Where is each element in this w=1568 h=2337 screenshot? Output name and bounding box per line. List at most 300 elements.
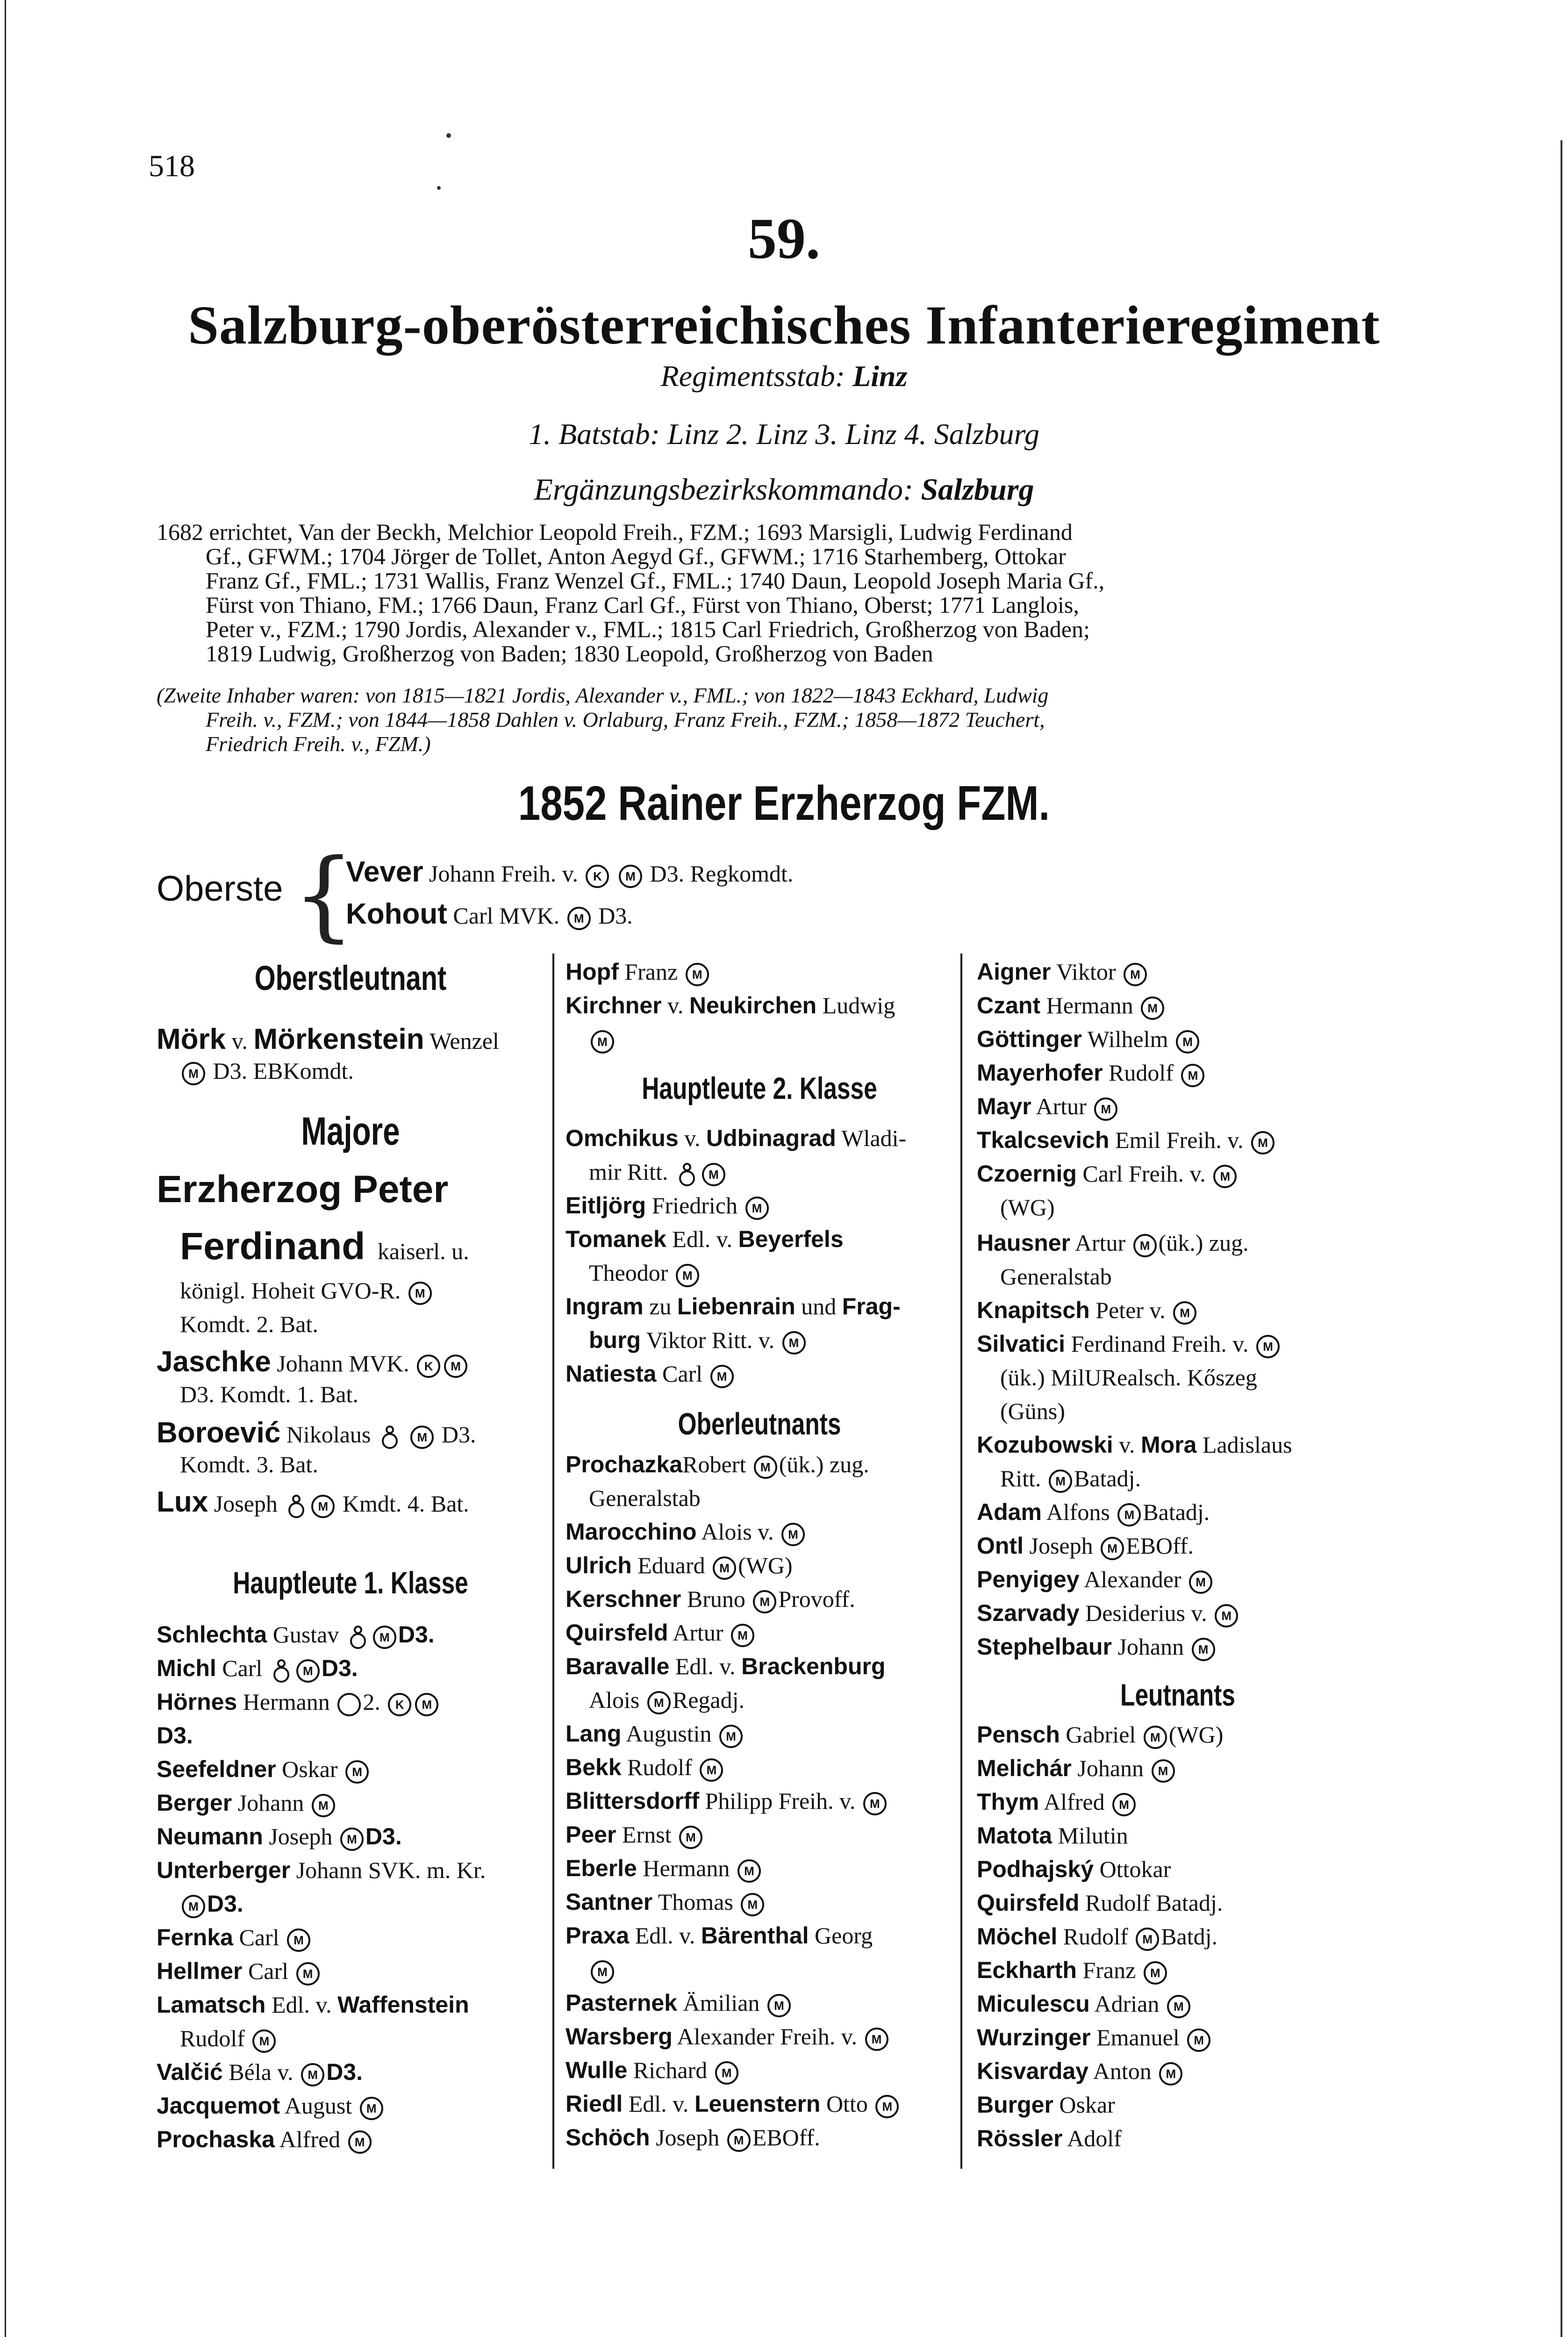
officer-name: Michl xyxy=(157,1655,216,1681)
officer-detail: Milutin xyxy=(1052,1822,1128,1849)
officer-entry xyxy=(566,1787,888,1815)
officer-detail: Alois xyxy=(589,1687,640,1713)
M-decoration-icon: M xyxy=(410,1426,434,1449)
officer-detail: Oskar xyxy=(1053,2092,1115,2118)
officer-detail: Wilhelm xyxy=(1081,1026,1168,1052)
officer-entry xyxy=(977,1788,1138,1816)
officer-name: Göttinger xyxy=(977,1026,1082,1052)
officer-name: Lamatsch xyxy=(157,1992,266,2018)
officer-detail-line xyxy=(1000,1465,1141,1493)
officer-name: Pasternek xyxy=(566,1990,678,2016)
officer-detail: Ernst xyxy=(616,1821,672,1848)
M-decoration-icon: M xyxy=(1159,2062,1182,2086)
officer-detail: Adrian xyxy=(1089,1991,1160,2017)
M-decoration-icon: M xyxy=(1213,1165,1237,1188)
column-2 xyxy=(566,0,953,2337)
officer-detail: v. xyxy=(661,992,689,1018)
M-decoration-icon: M xyxy=(686,963,709,986)
officer-detail: Franz xyxy=(1076,1957,1136,1983)
officer-entry xyxy=(977,2057,1184,2086)
brace-icon: { xyxy=(293,838,355,952)
officer-name: Schöch xyxy=(566,2124,650,2151)
officer-name: Czant xyxy=(977,992,1041,1018)
hauptleute-1-heading: Hauptleute 1. Klasse xyxy=(233,1565,468,1600)
empty-circle-icon xyxy=(337,1693,361,1716)
officer-name: Leuenstern xyxy=(694,2091,821,2117)
officer-entry xyxy=(566,2090,901,2118)
officer-name: Ferdinand xyxy=(180,1225,365,1268)
officer-detail: Joseph xyxy=(263,1823,333,1850)
officer-entry xyxy=(157,1655,358,1684)
officer-detail: Hermann xyxy=(637,1855,730,1881)
M-decoration-icon: M xyxy=(1181,1064,1204,1087)
M-decoration-icon: M xyxy=(713,1556,736,1580)
officer-name: Ulrich xyxy=(566,1552,632,1578)
M-decoration-icon: M xyxy=(1256,1335,1280,1358)
M-decoration-icon: M xyxy=(679,1826,702,1849)
officer-detail: D3. xyxy=(157,1722,193,1749)
officer-entry xyxy=(566,2057,740,2085)
M-decoration-icon: M xyxy=(1136,1928,1159,1951)
officer-detail: Philipp Freih. v. xyxy=(699,1788,856,1814)
officer-name: Bärenthal xyxy=(701,1922,809,1949)
officer-entry xyxy=(566,1989,793,2017)
officer-detail: D3. xyxy=(441,1421,476,1448)
history-line: 1682 errichtet, Van der Beckh, Melchior Leopold Freih., FZM.; 1693 Marsigli, Ludwig Ferdinand xyxy=(157,519,1073,545)
officer-detail: v. xyxy=(1113,1432,1141,1458)
officer-detail: Rudolf xyxy=(1103,1060,1174,1086)
officer-detail: Theodor xyxy=(589,1260,668,1286)
M-decoration-icon: M xyxy=(700,1758,723,1782)
officer-detail: Alexander xyxy=(1079,1566,1181,1592)
officer-name: Kisvarday xyxy=(977,2058,1089,2084)
inhaber-line: (Zweite Inhaber waren: von 1815—1821 Jordis, Alexander v., FML.; von 1822—1843 Eckhard, Ludwig xyxy=(157,683,1049,707)
officer-detail: Bruno xyxy=(681,1586,745,1612)
officer-detail: Artur xyxy=(668,1620,723,1646)
column-rule xyxy=(960,953,962,2169)
oberleutnants-heading: Oberleutnants xyxy=(678,1406,841,1441)
officer-name: Marocchino xyxy=(566,1519,697,1545)
M-decoration-icon: M xyxy=(745,1197,769,1220)
officer-detail: Adolf xyxy=(1062,2125,1122,2151)
officer-name: Warsberg xyxy=(566,2023,673,2050)
M-decoration-icon: M xyxy=(311,1495,335,1518)
M-decoration-icon: M xyxy=(182,1062,205,1085)
M-decoration-icon: M xyxy=(1112,1793,1136,1816)
officer-name: Udbinagrad xyxy=(706,1125,836,1151)
officer-name: Mörk xyxy=(157,1023,226,1055)
officer-detail: v. xyxy=(226,1028,254,1054)
oberste-label: Oberste xyxy=(157,869,283,909)
officer-name: Wulle xyxy=(566,2057,628,2083)
M-decoration-icon: M xyxy=(287,1928,310,1952)
officer-detail-tail: Batadj. xyxy=(1074,1465,1141,1491)
officer-detail: Emil Freih. v. xyxy=(1109,1127,1244,1153)
officer-detail: Augustin xyxy=(621,1720,712,1747)
officer-detail: Johann MVK. xyxy=(277,1350,409,1376)
officer-detail: Rudolf xyxy=(621,1754,692,1780)
officer-detail: zu xyxy=(643,1293,677,1319)
officer-name: Berger xyxy=(157,1790,232,1816)
officer-name: Omchikus xyxy=(566,1125,679,1151)
officer-entry xyxy=(566,1619,756,1647)
officer-name: Eitljörg xyxy=(566,1192,646,1219)
regiment-title: Salzburg-oberösterreichisches Infanterieregiment xyxy=(188,294,1380,356)
M-decoration-icon: M xyxy=(360,2097,383,2120)
officer-detail: Edl. v. xyxy=(265,1992,338,2018)
officer-entry xyxy=(977,1990,1192,2018)
M-decoration-icon: M xyxy=(1173,1301,1196,1325)
officer-detail: Carl xyxy=(216,1655,263,1681)
officer-detail: Alexander Freih. v. xyxy=(672,2023,858,2050)
M-decoration-icon: M xyxy=(715,2061,738,2085)
officer-name: Tomanek xyxy=(566,1226,666,1252)
officer-name: Penyigey xyxy=(977,1566,1080,1592)
officer-detail-line xyxy=(180,1890,243,1918)
officer-name: Wurzinger xyxy=(977,2024,1091,2050)
officer-entry xyxy=(566,1585,855,1613)
officer-entry xyxy=(157,2092,385,2120)
officer-name: Prochaska xyxy=(157,2126,275,2152)
officer-entry xyxy=(566,1293,901,1320)
officer-detail-tail: (WG) xyxy=(1168,1721,1224,1748)
officer-detail: Hermann xyxy=(237,1689,330,1715)
page-edge-right xyxy=(1561,140,1562,2337)
officer-name: Lux xyxy=(157,1486,208,1518)
officer-name: Waffenstein xyxy=(337,1992,469,2018)
M-decoration-icon: M xyxy=(373,1626,396,1649)
officer-detail: Edl. v. xyxy=(666,1226,738,1252)
M-decoration-icon: M xyxy=(1124,963,1147,986)
officer-detail: Johann xyxy=(1111,1634,1184,1660)
officer-entry xyxy=(566,1888,766,1916)
officer-name: Pensch xyxy=(977,1721,1060,1748)
officer-entry xyxy=(566,1821,704,1849)
column-rule xyxy=(552,953,554,2169)
officer-entry xyxy=(977,1532,1194,1560)
M-decoration-icon: M xyxy=(1167,1995,1190,2018)
officer-detail: Wenzel xyxy=(424,1028,499,1054)
officer-name: Praxa xyxy=(566,1922,630,1949)
officer-name: Matota xyxy=(977,1822,1052,1849)
M-decoration-icon: M xyxy=(731,1624,754,1647)
officer-name: Eberle xyxy=(566,1855,637,1881)
officer-detail: Gustav xyxy=(267,1621,339,1648)
officer-entry xyxy=(977,1923,1217,1951)
officer-name: Knapitsch xyxy=(977,1297,1090,1323)
officer-name: Kirchner xyxy=(566,992,662,1018)
officer-name: Ontl xyxy=(977,1533,1024,1559)
M-decoration-icon: M xyxy=(1251,1131,1274,1154)
M-decoration-icon: M xyxy=(865,2028,888,2051)
leutnants-heading: Leutnants xyxy=(1120,1677,1235,1712)
officer-detail: Otto xyxy=(820,2091,868,2117)
officer-detail: Ludwig xyxy=(816,992,895,1018)
oberst-name: Vever xyxy=(346,856,423,888)
proprietor-heading: 1852 Rainer Erzherzog FZM. xyxy=(518,776,1050,831)
officer-entry xyxy=(977,1755,1177,1783)
officer-detail: Joseph xyxy=(650,2124,720,2151)
officer-name: Quirsfeld xyxy=(977,1890,1080,1916)
officer-detail: Ladislaus xyxy=(1196,1432,1292,1458)
M-decoration-icon: M xyxy=(340,1828,364,1851)
M-decoration-icon: M xyxy=(1187,2029,1210,2052)
officer-name: Möchel xyxy=(977,1923,1058,1950)
officer-entry xyxy=(566,958,711,986)
officer-detail-tail: EBOff. xyxy=(1126,1533,1194,1559)
officer-detail-tail: Regadj. xyxy=(672,1687,745,1713)
officer-detail: Joseph xyxy=(1023,1533,1093,1559)
officer-entry xyxy=(157,1957,322,1986)
M-decoration-icon: M xyxy=(753,1590,776,1613)
officer-detail-line xyxy=(589,1259,701,1287)
M-decoration-icon: M xyxy=(1144,1726,1167,1749)
officer-detail-line xyxy=(180,2025,278,2053)
M-decoration-icon: M xyxy=(676,1264,699,1287)
officer-detail: Richard xyxy=(627,2057,708,2083)
officer-entry xyxy=(566,1922,873,1949)
cross-medal-icon xyxy=(347,1624,369,1650)
officer-entry xyxy=(566,1754,725,1782)
officer-entry xyxy=(157,1924,312,1952)
officer-detail-tail: D3. xyxy=(326,2059,363,2085)
officer-detail: Rudolf xyxy=(1057,1923,1128,1950)
officer-detail: kaiserl. u. xyxy=(377,1238,469,1264)
M-decoration-icon: M xyxy=(754,1455,777,1479)
officer-entry xyxy=(977,1025,1201,1054)
oberst-detail: Carl MVK. xyxy=(453,903,560,929)
cross-medal-icon xyxy=(270,1658,293,1684)
officer-detail: D3. Komdt. 1. Bat. xyxy=(180,1381,358,1407)
officer-entry xyxy=(977,1957,1169,1985)
officer-detail: Viktor xyxy=(1051,959,1116,985)
officer-name: Tkalcsevich xyxy=(977,1127,1110,1153)
officer-entry xyxy=(157,1991,469,2018)
M-decoration-icon: M xyxy=(252,2029,276,2053)
officer-detail: Kmdt. 4. Bat. xyxy=(342,1491,469,1517)
officer-detail-tail: D3. xyxy=(321,1655,358,1681)
M-decoration-icon: M xyxy=(710,1365,734,1388)
M-decoration-icon: M xyxy=(719,1725,743,1748)
officer-detail: Hermann xyxy=(1040,992,1133,1018)
officer-entry xyxy=(566,1125,906,1152)
officer-entry xyxy=(566,1451,869,1479)
officer-detail: königl. Hoheit GVO-R. xyxy=(180,1277,401,1304)
majore-heading: Majore xyxy=(301,1109,400,1153)
officer-name: Boroević xyxy=(157,1417,281,1449)
officer-entry xyxy=(977,1498,1210,1527)
regimentsstab-place: Linz xyxy=(852,359,908,393)
history-line: Gf., GFWM.; 1704 Jörger de Tollet, Anton Aegyd Gf., GFWM.; 1716 Starhemberg, Ottokar xyxy=(206,543,1066,569)
officer-entry xyxy=(157,1621,435,1650)
M-decoration-icon: M xyxy=(296,1962,320,1986)
officer-entry xyxy=(157,1023,499,1056)
officer-detail: Johann xyxy=(1071,1755,1144,1781)
officer-entry xyxy=(977,1856,1171,1883)
officer-name: Schlechta xyxy=(157,1621,267,1648)
M-decoration-icon: M xyxy=(1094,1097,1117,1121)
officer-detail: D3. EBKomdt. xyxy=(213,1058,354,1084)
officer-entry xyxy=(977,2024,1212,2052)
officer-detail-tail: 2. xyxy=(363,1689,380,1715)
M-decoration-icon: M xyxy=(1215,1604,1238,1627)
officer-detail: Edl. v. xyxy=(623,2091,695,2117)
officer-name: Miculescu xyxy=(977,1991,1090,2017)
officer-detail: Alfred xyxy=(274,2126,341,2152)
officer-detail: Artur xyxy=(1031,1093,1087,1119)
officer-entry xyxy=(157,2126,373,2154)
oberst-detail-tail: D3. Regkomdt. xyxy=(650,860,794,887)
M-decoration-icon: M xyxy=(296,1659,320,1683)
officer-detail: D3. xyxy=(207,1891,243,1917)
M-decoration-icon: M xyxy=(408,1282,432,1305)
officer-entry xyxy=(157,1857,486,1884)
K-decoration-icon: K xyxy=(586,865,609,888)
officer-detail: v. xyxy=(678,1125,707,1151)
officer-entry xyxy=(977,1889,1223,1916)
officer-name: Kozubowski xyxy=(977,1432,1113,1458)
officer-name: Mayerhofer xyxy=(977,1060,1103,1086)
M-decoration-icon: M xyxy=(737,1859,761,1883)
officer-detail: Thomas xyxy=(652,1889,733,1915)
officer-entry xyxy=(977,1599,1240,1627)
officer-entry xyxy=(566,992,895,1019)
oberst-detail-tail: D3. xyxy=(598,903,633,929)
officer-name: Czoernig xyxy=(977,1161,1077,1187)
column-3 xyxy=(977,0,1379,2337)
M-decoration-icon: M xyxy=(1176,1030,1199,1054)
officer-detail: Ferdinand Freih. v. xyxy=(1065,1331,1249,1357)
M-decoration-icon: M xyxy=(1144,1961,1167,1985)
officer-name: burg xyxy=(589,1327,641,1353)
officer-entry xyxy=(157,2058,363,2086)
officer-name: Kerschner xyxy=(566,1586,681,1612)
officer-detail: Carl xyxy=(656,1361,703,1387)
K-decoration-icon: K xyxy=(388,1693,411,1716)
officer-entry xyxy=(157,1823,402,1851)
erganzung-label: Ergänzungsbezirkskommando: xyxy=(534,473,913,507)
officer-entry xyxy=(157,1688,440,1716)
officer-detail: Wladi- xyxy=(836,1125,907,1151)
regimentsstab-label: Regimentsstab: xyxy=(660,359,845,393)
erganzung-place: Salzburg xyxy=(921,473,1034,507)
officer-entry xyxy=(157,1416,476,1450)
officer-name: Fernka xyxy=(157,1924,233,1950)
officer-detail: Viktor Ritt. v. xyxy=(641,1327,775,1353)
batstab-line: 1. Batstab: Linz 2. Linz 3. Linz 4. Salzburg xyxy=(529,417,1039,451)
officer-entry xyxy=(180,1225,469,1269)
officer-detail-tail: (ük.) zug. xyxy=(779,1451,869,1477)
officer-name: Adam xyxy=(977,1499,1042,1525)
officer-detail: Nikolaus xyxy=(286,1421,371,1448)
M-decoration-icon: M xyxy=(863,1792,887,1815)
officer-detail: Carl xyxy=(242,1958,289,1984)
officer-detail: (Güns) xyxy=(1000,1398,1065,1424)
officer-detail: mir Ritt. xyxy=(589,1159,668,1185)
officer-detail-line xyxy=(589,1686,745,1714)
officer-detail-tail: D3. xyxy=(365,1823,402,1850)
officer-name: Aigner xyxy=(977,959,1051,985)
history-line: Peter v., FZM.; 1790 Jordis, Alexander v., FML.; 1815 Carl Friedrich, Großherzog von Baden; xyxy=(206,616,1090,642)
M-decoration-icon: M xyxy=(415,1693,438,1716)
officer-detail: Friedrich xyxy=(646,1192,737,1219)
officer-detail: Emanuel xyxy=(1090,2024,1180,2050)
officer-entry xyxy=(977,2091,1115,2118)
officer-name: Stephelbaur xyxy=(977,1634,1112,1660)
officer-detail: Georg xyxy=(809,1922,873,1949)
officer-detail: Johann xyxy=(232,1790,304,1816)
officer-detail: Edl. v. xyxy=(669,1653,742,1679)
officer-detail: Rudolf Batadj. xyxy=(1079,1890,1223,1916)
officer-name: Neukirchen xyxy=(689,992,817,1018)
M-decoration-icon: M xyxy=(1141,996,1164,1020)
officer-detail-line xyxy=(180,1057,354,1085)
officer-entry xyxy=(157,1485,469,1520)
M-decoration-icon: M xyxy=(781,1523,805,1546)
officer-name: Natiesta xyxy=(566,1361,657,1387)
officer-detail-tail: (WG) xyxy=(738,1552,793,1578)
officer-detail: Artur xyxy=(1070,1230,1126,1256)
officer-entry xyxy=(977,992,1166,1020)
M-decoration-icon: M xyxy=(1101,1537,1124,1560)
officer-name: Erzherzog Peter xyxy=(157,1168,449,1211)
oberstleutnant-heading: Oberstleutnant xyxy=(254,959,447,997)
M-decoration-icon: M xyxy=(182,1895,205,1918)
history-line: Fürst von Thiano, FM.; 1766 Daun, Franz Carl Gf., Fürst von Thiano, Oberst; 1771 Langlois, xyxy=(206,592,1079,618)
officer-entry xyxy=(977,1160,1239,1188)
officer-detail: Carl xyxy=(233,1924,279,1950)
officer-entry xyxy=(566,1720,745,1748)
officer-detail-tail: EBOff. xyxy=(752,2124,820,2151)
officer-detail: (WG) xyxy=(1000,1194,1055,1220)
M-decoration-icon: M xyxy=(567,907,591,930)
officer-detail: Peter v. xyxy=(1089,1297,1166,1323)
cross-medal-icon xyxy=(676,1161,698,1188)
officer-name: Quirsfeld xyxy=(566,1620,668,1646)
officer-entry xyxy=(977,958,1149,986)
oberst-detail: Johann Freih. v. xyxy=(429,860,578,887)
officer-name: Seefeldner xyxy=(157,1756,276,1782)
officer-detail-tail: (ük.) zug. xyxy=(1158,1230,1249,1256)
history-line: 1819 Ludwig, Großherzog von Baden; 1830 Leopold, Großherzog von Baden xyxy=(206,640,933,667)
M-decoration-icon: M xyxy=(301,2063,324,2086)
M-decoration-icon: M xyxy=(702,1163,725,1186)
officer-entry xyxy=(977,1126,1276,1154)
officer-detail: Ottokar xyxy=(1094,1856,1171,1882)
officer-detail: Oskar xyxy=(276,1756,338,1782)
M-decoration-icon: M xyxy=(1192,1638,1215,1661)
officer-name: Burger xyxy=(977,2092,1053,2118)
officer-detail: Franz xyxy=(618,959,678,985)
officer-name: Prochazka xyxy=(566,1451,683,1477)
officer-name: Ingram xyxy=(566,1293,644,1319)
M-decoration-icon: M xyxy=(591,1030,614,1054)
officer-detail-tail: Batdj. xyxy=(1161,1923,1217,1950)
M-decoration-icon: M xyxy=(782,1331,806,1355)
officer-detail: Desiderius v. xyxy=(1079,1600,1207,1626)
officer-name: Liebenrain xyxy=(677,1293,795,1319)
M-decoration-icon: M xyxy=(767,1994,791,2017)
officer-entry xyxy=(566,1360,736,1388)
M-decoration-icon: M xyxy=(727,2129,751,2152)
cross-medal-icon xyxy=(285,1493,308,1520)
M-decoration-icon: M xyxy=(348,2130,372,2154)
officer-name: Silvatici xyxy=(977,1331,1065,1357)
officer-name: Bekk xyxy=(566,1754,622,1780)
officer-entry xyxy=(566,2023,890,2051)
officer-entry xyxy=(566,1518,807,1546)
officer-detail: Gabriel xyxy=(1060,1721,1136,1748)
